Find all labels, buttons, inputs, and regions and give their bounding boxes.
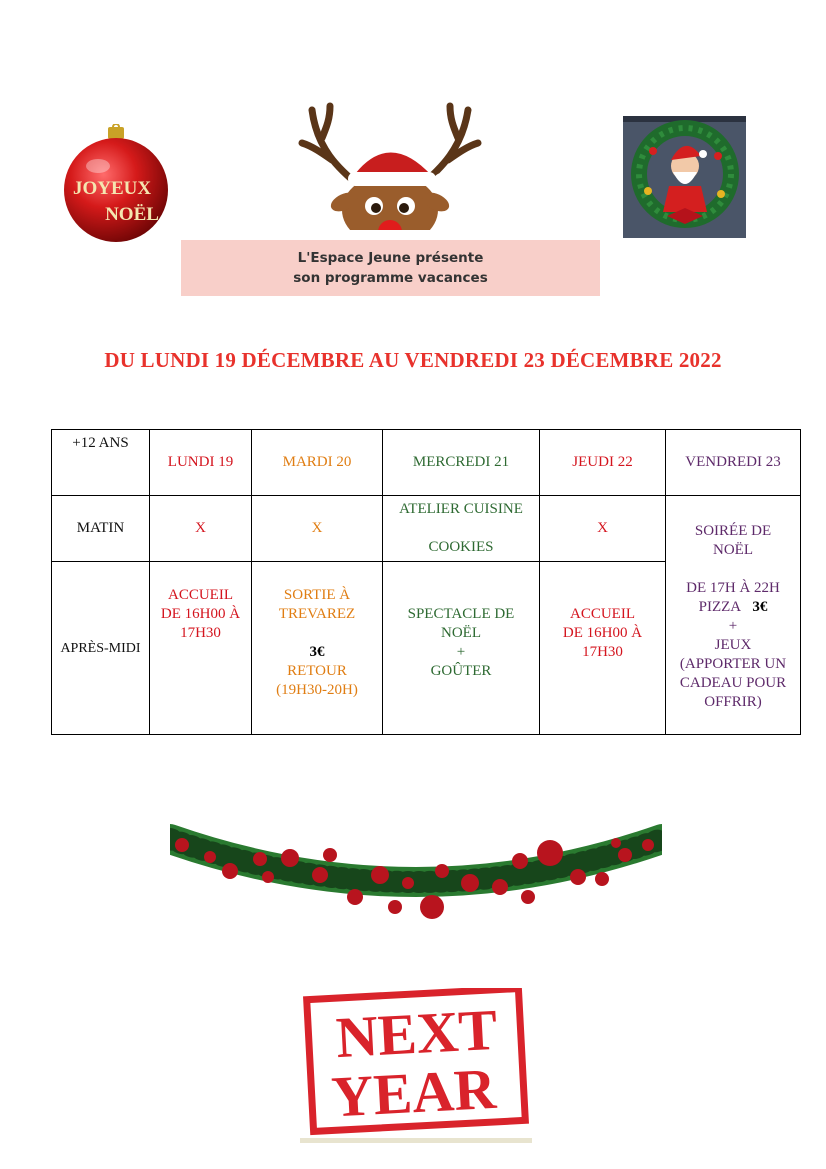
matin-mercredi-line-1: ATELIER CUISINE bbox=[399, 501, 523, 517]
age-group-cell bbox=[52, 430, 150, 496]
row-header-matin: MATIN bbox=[52, 496, 150, 562]
apres-midi-lundi-line-1: ACCUEIL bbox=[168, 587, 233, 603]
vendredi-line-1: SOIRÉE DE bbox=[694, 523, 772, 539]
apres-midi-jeudi-line-3: 17H30 bbox=[582, 644, 623, 660]
matin-lundi-cell: X bbox=[150, 496, 252, 562]
apres-midi-lundi-line-2: DE 16H00 À bbox=[160, 606, 241, 622]
apres-midi-lundi-cell bbox=[150, 562, 252, 735]
vendredi-soiree-cell bbox=[666, 496, 801, 735]
banner-line-1: L'Espace Jeune présente bbox=[297, 250, 484, 266]
apres-midi-mardi-line-3: RETOUR bbox=[287, 663, 347, 679]
vendredi-line-5: + bbox=[728, 618, 738, 634]
vendredi-line-4-wrap bbox=[669, 598, 797, 617]
table-header-row bbox=[52, 430, 801, 496]
vendredi-line-9: OFFRIR) bbox=[704, 694, 762, 710]
matin-mardi-cell: X bbox=[252, 496, 383, 562]
apres-midi-mercredi-line-3: + bbox=[456, 644, 466, 660]
program-banner bbox=[181, 240, 600, 296]
apres-midi-lundi-line-3: 17H30 bbox=[180, 625, 221, 641]
apres-midi-mardi-line-1: SORTIE À bbox=[283, 587, 351, 603]
apres-midi-mercredi-line-1: SPECTACLE DE bbox=[407, 606, 515, 622]
page-title: DU LUNDI 19 DÉCEMBRE AU VENDREDI 23 DÉCEMBRE 2022 bbox=[104, 348, 722, 372]
apres-midi-mercredi-cell bbox=[383, 562, 540, 735]
age-group-label: +12 ANS bbox=[72, 435, 129, 451]
vendredi-line-8: CADEAU POUR bbox=[679, 675, 787, 691]
table-row-matin bbox=[52, 496, 801, 562]
day-header-lundi: LUNDI 19 bbox=[150, 430, 252, 496]
apres-midi-jeudi-line-2: DE 16H00 À bbox=[562, 625, 643, 641]
christmas-ornament-image bbox=[60, 124, 172, 242]
stamp-text-year: YEAR bbox=[329, 1055, 498, 1130]
santa-wreath-image bbox=[623, 116, 746, 238]
reindeer-image bbox=[292, 98, 488, 244]
vendredi-price: 3€ bbox=[752, 599, 768, 615]
day-header-mardi: MARDI 20 bbox=[252, 430, 383, 496]
day-header-mercredi: MERCREDI 21 bbox=[383, 430, 540, 496]
next-year-stamp-image bbox=[300, 988, 532, 1143]
christmas-garland-image bbox=[170, 775, 662, 990]
day-header-jeudi: JEUDI 22 bbox=[540, 430, 666, 496]
schedule-table bbox=[51, 429, 801, 735]
apres-midi-mardi-line-2: TREVAREZ bbox=[278, 606, 356, 622]
apres-midi-jeudi-line-1: ACCUEIL bbox=[570, 606, 635, 622]
vendredi-line-2: NOËL bbox=[713, 542, 753, 558]
stamp-text-next: NEXT bbox=[334, 996, 499, 1071]
apres-midi-jeudi-cell bbox=[540, 562, 666, 735]
apres-midi-mercredi-line-2: NOËL bbox=[441, 625, 481, 641]
day-header-vendredi: VENDREDI 23 bbox=[666, 430, 801, 496]
vendredi-line-7: (APPORTER UN bbox=[679, 656, 787, 672]
matin-mercredi-line-2: COOKIES bbox=[428, 539, 494, 555]
apres-midi-mercredi-line-4: GOÛTER bbox=[430, 663, 492, 679]
row-header-apres-midi: APRÈS-MIDI bbox=[52, 562, 150, 735]
ornament-text-joyeux: JOYEUX bbox=[72, 178, 152, 199]
ornament-text-noel: NOËL bbox=[105, 204, 159, 225]
matin-jeudi-cell: X bbox=[540, 496, 666, 562]
matin-mercredi-cell bbox=[383, 496, 540, 562]
apres-midi-mardi-price: 3€ bbox=[309, 644, 325, 660]
vendredi-line-3: DE 17H À 22H bbox=[686, 580, 780, 596]
vendredi-line-6: JEUX bbox=[714, 637, 752, 653]
banner-line-2: son programme vacances bbox=[293, 270, 488, 286]
apres-midi-mardi-cell bbox=[252, 562, 383, 735]
apres-midi-mardi-line-4: (19H30-20H) bbox=[276, 682, 358, 698]
vendredi-line-4: PIZZA bbox=[698, 599, 742, 615]
